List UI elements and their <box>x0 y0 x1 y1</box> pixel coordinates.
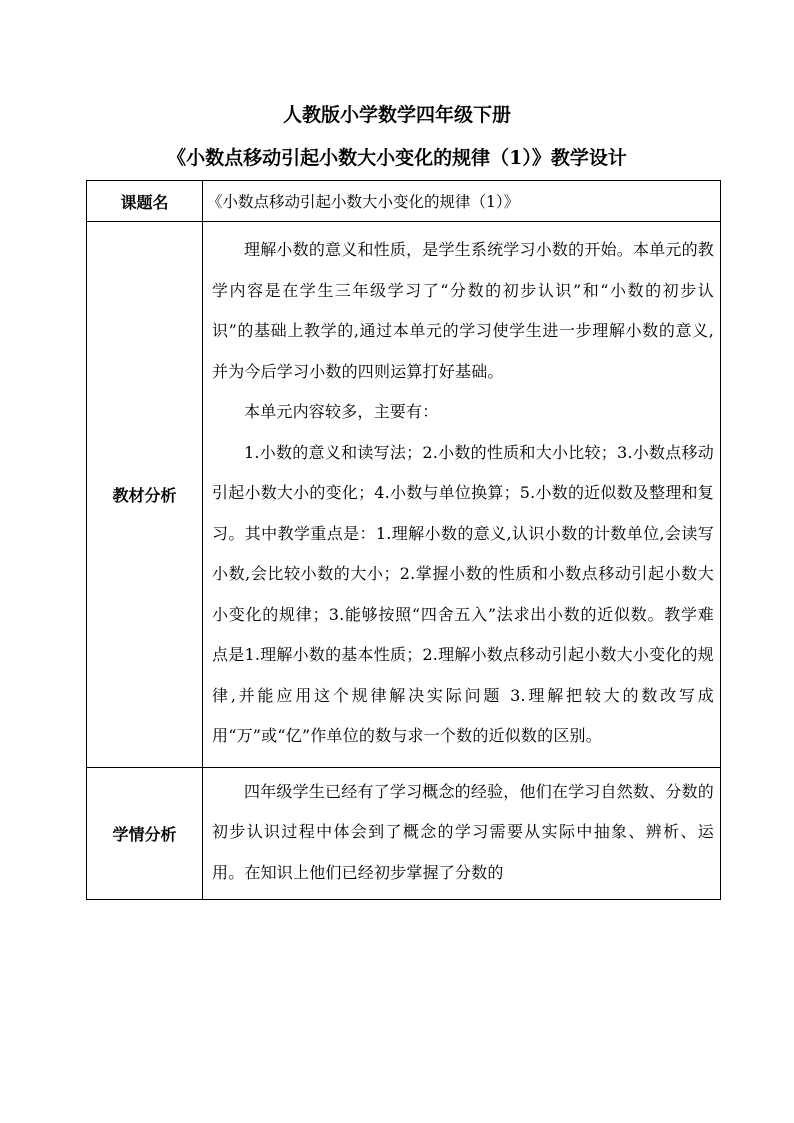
paragraph: 理解小数的意义和性质，是学生系统学习小数的开始。本单元的教学内容是在学生三年级学习了“分数的初步认识”和“小数的初步认识”的基础上教学的,通过本单元的学习使学生进一步理解小数的意义,并为今后学习小数的四则运算打好基础。 <box>212 240 714 381</box>
document-subtitle: 《小数点移动引起小数大小变化的规律（1）》教学设计 <box>167 147 627 169</box>
row-content-topic <box>203 181 721 222</box>
paragraph: 1.小数的意义和读写法；2.小数的性质和大小比较；3.小数点移动引起小数大小的变化；4.小数与单位换算；5.小数的近似数及整理和复习。其中教学重点是：1.理解小数的意义,认识小数的计数单位,会读写小数,会比较小数的大小；2.掌握小数的性质和小数点移动引起小数大小变化的规律；3.能够按照“四舍五入”法求出小数的近似数。教学难点是1.理解小数的基本性质；2.理解小数点移动引起小数大小变化的规律,并能应用这个规律解决实际问题 3.理解把较大的数改写成用“万”或“亿”作单位的数与求一个数的近似数的区别。 <box>212 442 714 745</box>
paragraph: 本单元内容较多，主要有： <box>244 402 439 421</box>
row-label-student-analysis: 学情分析 <box>87 767 203 899</box>
table-row-student-analysis <box>87 767 721 899</box>
row-label-topic: 课题名 <box>87 181 203 222</box>
paragraph: 四年级学生已经有了学习概念的经验，他们在学习自然数、分数的初步认识过程中体会到了概念的学习需要从实际中抽象、辨析、运用。在知识上他们已经初步掌握了分数的 <box>212 781 714 882</box>
row-content-student-analysis <box>203 767 721 899</box>
table-row-topic <box>87 181 721 222</box>
table-row-textbook-analysis <box>87 222 721 768</box>
document-title: 人教版小学数学四年级下册 <box>282 104 511 126</box>
topic-text: 《小数点移动引起小数大小变化的规律（1）》 <box>207 193 520 211</box>
lesson-plan-table <box>86 180 721 900</box>
row-label-textbook-analysis: 教材分析 <box>87 222 203 768</box>
row-content-textbook-analysis <box>203 222 721 768</box>
